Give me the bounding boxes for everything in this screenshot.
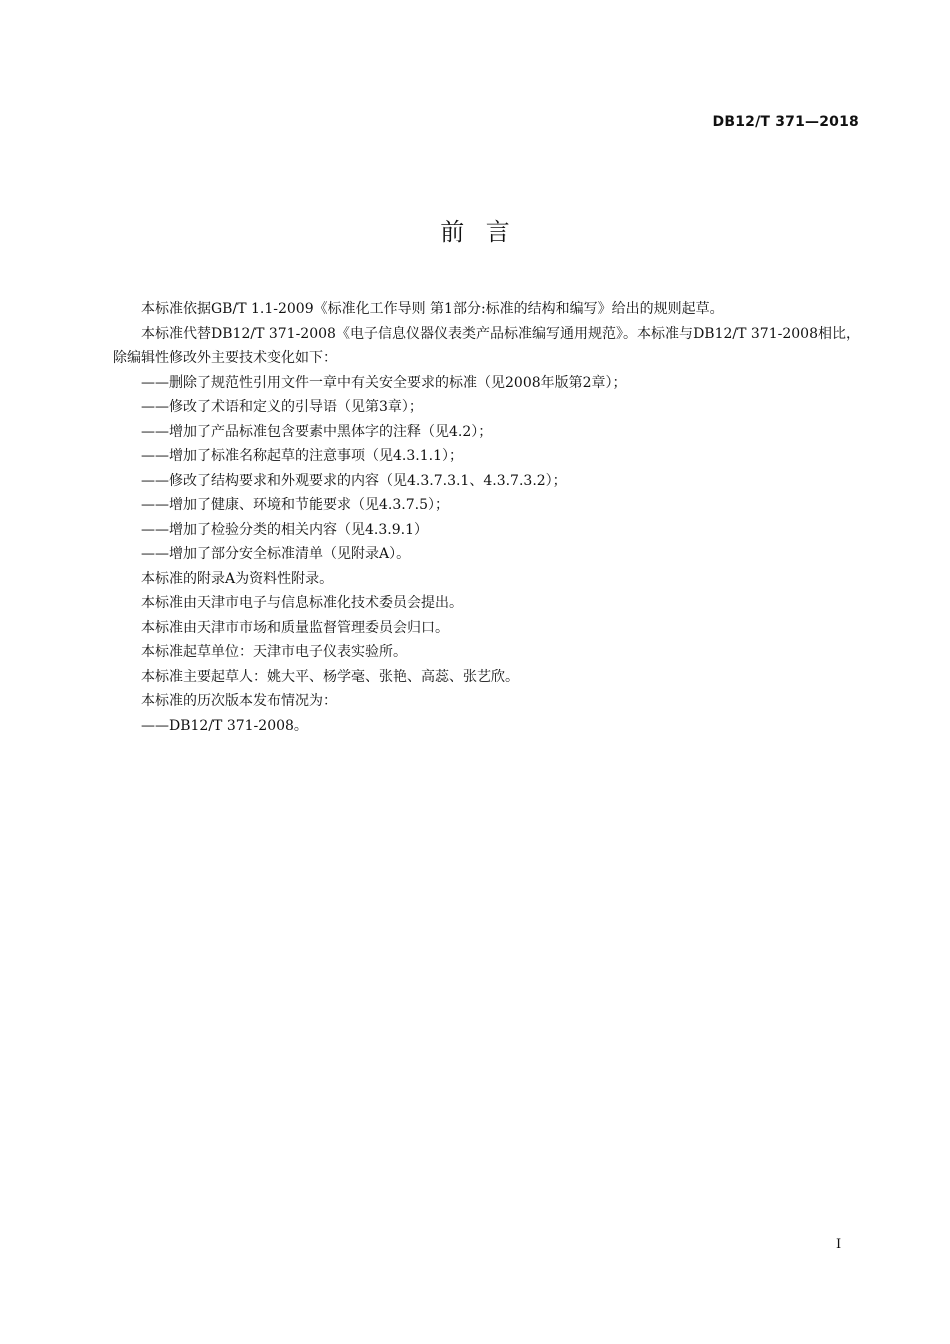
standard-number: DB12/T 371—2018 [712,114,859,130]
paragraph-replacement: 本标准代替DB12/T 371-2008《电子信息仪器仪表类产品标准编写通用规范》。本标准与DB12/T 371-2008相比，除编辑性修改外主要技术变化如下： [113,325,860,366]
paragraph-proposer: 本标准由天津市电子与信息标准化技术委员会提出。 [141,595,463,611]
paragraph-appendix: 本标准的附录A为资料性附录。 [141,570,334,587]
paragraph-version-history: 本标准的历次版本发布情况为： [141,693,337,709]
list-item: ——删除了规范性引用文件一章中有关安全要求的标准（见2008年版第2章）； [141,374,627,391]
list-item: ——DB12/T 371-2008。 [141,717,308,734]
page-number: I [836,1237,842,1252]
history-list [113,714,860,739]
paragraph-drafting-basis: 本标准依据GB/T 1.1-2009《标准化工作导则 第1部分:标准的结构和编写》给出的规则起草。 [141,301,724,317]
paragraph-drafters: 本标准主要起草人：姚大平、杨学毫、张艳、高蕊、张艺欣。 [141,668,519,685]
list-item: ——增加了健康、环境和节能要求（见4.3.7.5）； [141,497,449,513]
foreword-body [113,297,860,738]
list-item: ——增加了检验分类的相关内容（见4.3.9.1） [141,521,428,538]
list-item: ——增加了标准名称起草的注意事项（见4.3.1.1）； [141,448,463,464]
list-item: ——增加了部分安全标准清单（见附录A）。 [141,546,411,562]
list-item: ——修改了术语和定义的引导语（见第3章）； [141,399,423,415]
list-item: ——修改了结构要求和外观要求的内容（见4.3.7.3.1、4.3.7.3.2）； [141,472,567,489]
paragraph-administrator: 本标准由天津市市场和质量监督管理委员会归口。 [141,619,449,636]
list-item: ——增加了产品标准包含要素中黑体字的注释（见4.2）； [141,423,493,440]
paragraph-drafting-unit: 本标准起草单位：天津市电子仪表实验所。 [141,644,407,660]
page-title: 前言 [440,218,532,246]
changes-list [113,371,860,567]
